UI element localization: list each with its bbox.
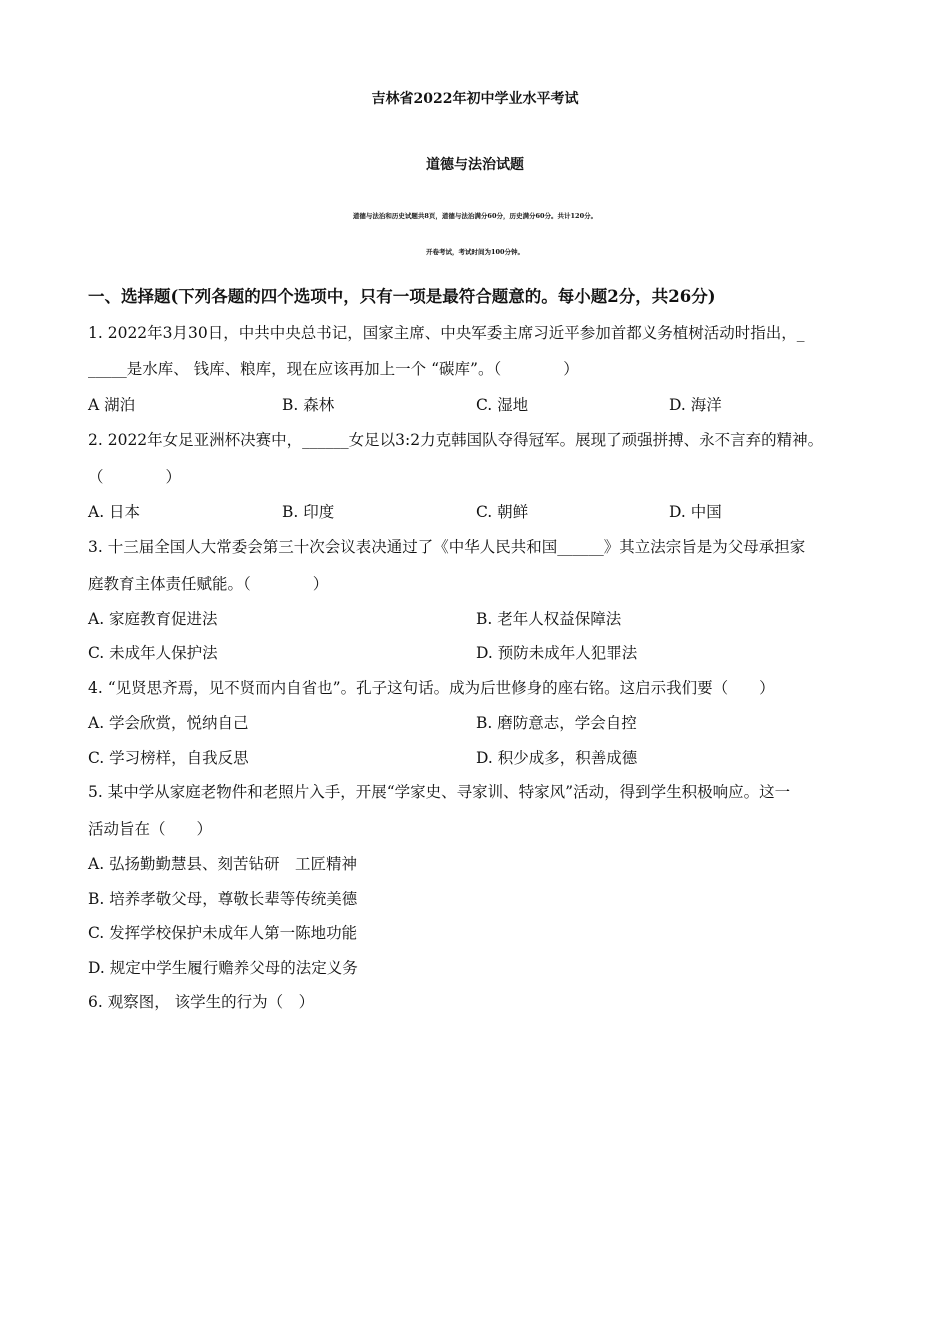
question-3-option-c: C. 未成年人保护法 (88, 644, 218, 662)
question-2-option-c: C. 朝鲜 (476, 503, 529, 521)
question-3-option-a: A. 家庭教育促进法 (88, 610, 218, 628)
question-5-option-c: C. 发挥学校保护未成年人第一陈地功能 (88, 924, 358, 942)
question-2-option-b: B. 印度 (282, 503, 335, 521)
question-2-option-a: A. 日本 (88, 503, 141, 521)
question-1-option-b: B. 森林 (282, 396, 335, 414)
question-1-option-d: D. 海洋 (669, 396, 722, 414)
question-5-option-d: D. 规定中学生履行赡养父母的法定义务 (88, 959, 358, 977)
section-heading: 一、选择题(下列各题的四个选项中，只有一项是最符合题意的。每小题2分，共26分) (88, 287, 716, 306)
question-1-line-2: _____是水库、 钱库、粮库，现在应该再加上一个 “碳库”。（ ） (88, 360, 579, 378)
exam-title: 吉林省2022年初中学业水平考试 (371, 91, 579, 107)
question-5-line-2: 活动旨在（ ） (88, 820, 213, 838)
question-2-line-2: （ ） (88, 468, 182, 486)
question-4-line-1: 4. “见贤思齐焉，见不贤而内自省也”。孔子这句话。成为后世修身的座右铭。这启示我们要（ ） (88, 679, 775, 697)
question-3-line-2: 庭教育主体责任赋能。（ ） (88, 575, 329, 593)
question-2-line-1: 2. 2022年女足亚洲杯决赛中，______女足以3:2力克韩国队夺得冠军。展现了顽强拼搏、永不言弃的精神。 (88, 431, 824, 449)
question-1-option-c: C. 湿地 (476, 396, 529, 414)
question-5-line-1: 5. 某中学从家庭老物件和老照片入手，开展“学家史、寻家训、特家风”活动，得到学生积极响应。这一 (88, 783, 791, 801)
exam-notice-line-2: 开卷考试，考试时间为100分钟。 (425, 248, 525, 256)
question-5-option-a: A. 弘扬勤勤慧县、刻苦钻研 工匠精神 (88, 855, 358, 873)
question-5-option-b: B. 培养孝敬父母，尊敬长辈等传统美德 (88, 890, 358, 908)
question-4-option-d: D. 积少成多，积善成德 (476, 749, 638, 767)
question-4-option-b: B. 磨防意志，学会自控 (476, 714, 637, 732)
question-4-option-a: A. 学会欣赏，悦纳自己 (88, 714, 249, 732)
question-3-option-d: D. 预防未成年人犯罪法 (476, 644, 638, 662)
question-3-line-1: 3. 十三届全国人大常委会第三十次会议表决通过了《中华人民共和国______》其立法宗旨是为父母承担家 (88, 538, 806, 556)
question-1-line-1: 1. 2022年3月30日，中共中央总书记，国家主席、中央军委主席习近平参加首都义务植树活动时指出，_ (88, 324, 805, 342)
question-3-option-b: B. 老年人权益保障法 (476, 610, 622, 628)
exam-subtitle: 道德与法治试题 (426, 157, 524, 173)
question-1-option-a: A 湖泊 (88, 396, 136, 414)
exam-notice-line-1: 道德与法治和历史试题共8页，道德与法治满分60分，历史满分60分。共计120分。 (352, 212, 598, 220)
question-6-line-1: 6. 观察图， 该学生的行为（ ） (88, 993, 315, 1011)
question-4-option-c: C. 学习榜样，自我反思 (88, 749, 249, 767)
question-2-option-d: D. 中国 (669, 503, 722, 521)
